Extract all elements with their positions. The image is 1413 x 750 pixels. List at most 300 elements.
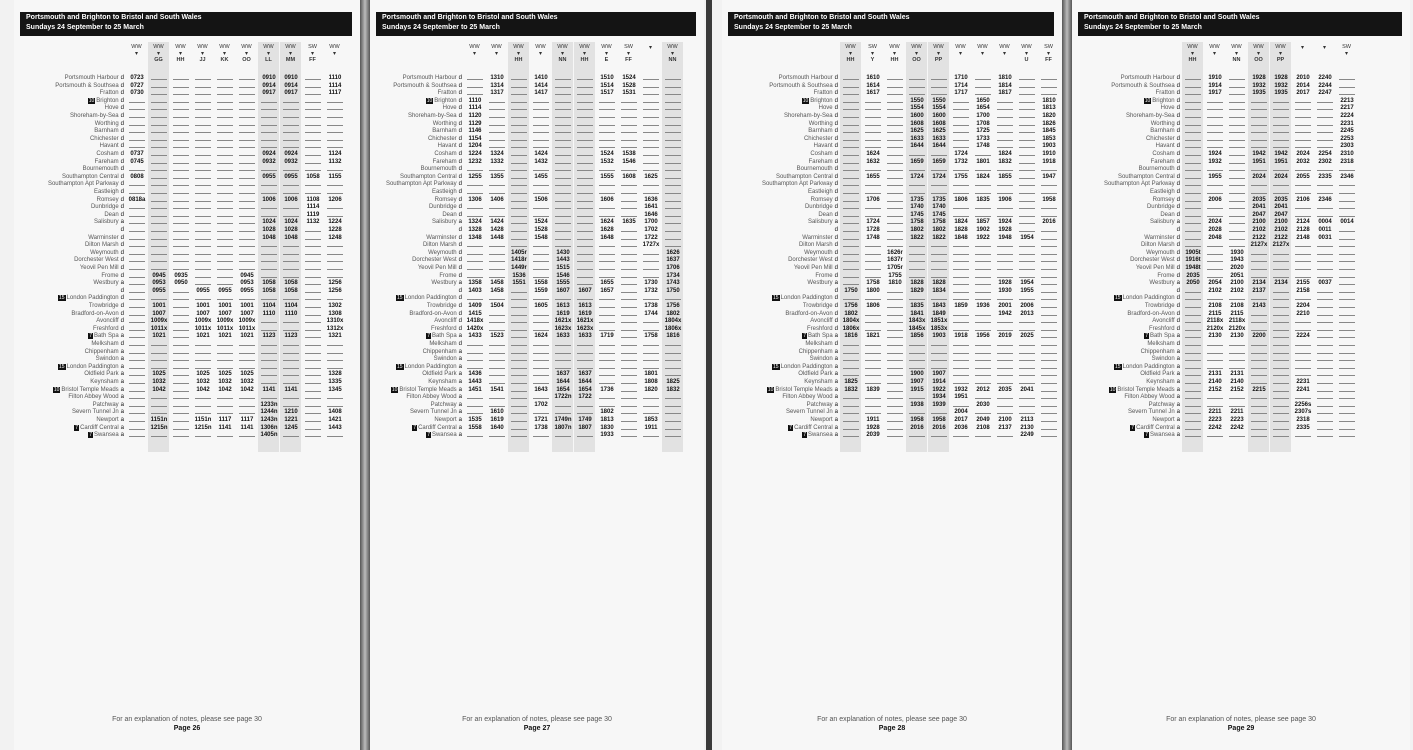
no-service-dash (1273, 170, 1289, 171)
no-service-dash (195, 170, 211, 171)
interchange-icon: 7 (789, 424, 793, 431)
no-service-dash (931, 269, 947, 270)
station-name: Dorchester West (1130, 257, 1175, 264)
no-service-dash (217, 246, 233, 247)
footer-note: For an explanation of notes, please see page 30 (817, 716, 967, 723)
no-service-dash (975, 368, 991, 369)
time-cell: 1624 (600, 219, 614, 226)
no-service-dash (621, 185, 637, 186)
time-cell: 1802 (666, 310, 680, 317)
no-service-dash (489, 109, 505, 110)
no-service-dash (283, 246, 299, 247)
no-service-dash (577, 163, 593, 164)
no-service-dash (865, 102, 881, 103)
station-row (88, 432, 124, 438)
time-cell: 1650 (976, 97, 990, 104)
time-cell: 0924 (262, 151, 276, 157)
no-service-dash (511, 155, 527, 156)
no-service-dash (665, 223, 681, 224)
time-cell: 1646 (644, 211, 658, 218)
station-row (422, 371, 462, 377)
time-cell: 1804x (842, 318, 860, 325)
no-service-dash (1019, 398, 1035, 399)
no-service-dash (843, 421, 859, 422)
no-service-dash (997, 322, 1013, 323)
no-service-dash (261, 353, 277, 354)
arrive-depart-flag: d (1176, 75, 1180, 81)
arrive-depart-flag: a (1176, 219, 1180, 226)
no-service-dash (621, 353, 637, 354)
time-cell: 1042 (152, 386, 166, 393)
no-service-dash (1339, 429, 1355, 430)
station-name: Cardiff Central (418, 424, 457, 431)
arrive-depart-flag: d (120, 234, 124, 241)
no-service-dash (621, 261, 637, 262)
station-name: Warminster (88, 234, 119, 241)
no-service-dash (533, 140, 549, 141)
no-service-dash (261, 269, 277, 270)
no-service-dash (887, 109, 903, 110)
station-row (1146, 379, 1180, 385)
note-code: HH (176, 57, 185, 63)
station-row (426, 333, 462, 339)
station-row (1152, 318, 1180, 324)
no-service-dash (1273, 330, 1289, 331)
station-row (88, 98, 124, 104)
time-cell: 1224 (328, 219, 342, 226)
arrive-depart-flag: d (120, 196, 124, 203)
time-cell: 1954 (1020, 280, 1034, 287)
arrive-depart-flag: d (120, 325, 124, 332)
station-name: Bournemouth (1138, 166, 1175, 173)
no-service-dash (1185, 79, 1201, 80)
no-service-dash (533, 375, 549, 376)
no-service-dash (953, 125, 969, 126)
station-row (442, 212, 462, 218)
no-service-dash (555, 246, 571, 247)
no-service-dash (217, 254, 233, 255)
no-service-dash (1185, 322, 1201, 323)
time-cell: 1541 (490, 386, 504, 393)
no-service-dash (887, 246, 903, 247)
no-service-dash (621, 201, 637, 202)
no-service-dash (173, 429, 189, 430)
no-service-dash (1251, 360, 1267, 361)
arrive-depart-flag: d (834, 295, 838, 302)
station-row (804, 379, 838, 385)
station-name: Brighton (810, 97, 833, 104)
station-name: Brighton (434, 97, 457, 104)
station-name: Chichester (803, 135, 833, 142)
time-cell: 1911 (644, 424, 658, 431)
arrive-depart-flag: a (834, 363, 838, 370)
interchange-icon: 7 (1145, 333, 1148, 340)
time-cell: 1345 (328, 386, 342, 393)
arrive-depart-flag: d (458, 227, 462, 233)
time-cell: 1605 (534, 303, 548, 309)
no-service-dash (239, 185, 255, 186)
note-code: FF (625, 57, 632, 63)
station-row (93, 326, 124, 332)
no-service-dash (887, 147, 903, 148)
station-row (814, 90, 838, 96)
no-service-dash (129, 292, 145, 293)
no-service-dash (1295, 375, 1311, 376)
arrive-depart-flag: a (120, 348, 124, 355)
no-service-dash (621, 102, 637, 103)
time-cell: 1644 (578, 379, 592, 385)
arrive-depart-flag: a (1176, 417, 1180, 423)
time-cell: 1659 (932, 158, 946, 165)
time-cell: 1802 (600, 409, 614, 416)
no-service-dash (173, 360, 189, 361)
arrive-depart-flag: d (834, 257, 838, 264)
time-cell: 0953 (152, 280, 166, 287)
no-service-dash (843, 185, 859, 186)
interchange-icon: 7 (413, 424, 417, 431)
no-service-dash (1019, 360, 1035, 361)
time-cell: 1748 (976, 143, 990, 150)
no-service-dash (643, 102, 659, 103)
station-row (776, 174, 838, 180)
no-service-dash (865, 193, 881, 194)
no-service-dash (1317, 117, 1333, 118)
time-cell: 1607 (578, 287, 592, 294)
time-cell: 1835 (976, 196, 990, 203)
no-service-dash (1317, 429, 1333, 430)
station-name: Chippenham (422, 348, 457, 355)
no-service-dash (305, 125, 321, 126)
no-service-dash (599, 360, 615, 361)
no-service-dash (599, 322, 615, 323)
operator: WW (241, 44, 252, 50)
operator-code (508, 44, 529, 63)
no-service-dash (467, 413, 483, 414)
no-service-dash (953, 102, 969, 103)
no-service-dash (975, 185, 991, 186)
no-service-dash (1207, 269, 1223, 270)
interchange-icon: 10 (1109, 386, 1116, 393)
no-service-dash (953, 193, 969, 194)
station-name: Freshford (430, 325, 457, 332)
arrive-depart-flag: d (1176, 204, 1180, 211)
no-service-dash (843, 246, 859, 247)
arrive-depart-flag: d (458, 325, 462, 332)
time-cell: 1548 (534, 234, 548, 241)
time-cell: 1025 (152, 371, 166, 378)
no-service-dash (1185, 406, 1201, 407)
no-service-dash (1229, 208, 1245, 209)
no-service-dash (511, 421, 527, 422)
time-cell: 2127x (1272, 242, 1290, 249)
no-service-dash (1273, 345, 1289, 346)
time-cell: 1117 (328, 90, 342, 97)
time-cell: 1807 (578, 424, 592, 431)
no-service-dash (239, 94, 255, 95)
no-service-dash (843, 284, 859, 285)
station-row (767, 387, 838, 393)
no-service-dash (327, 125, 343, 126)
time-cell: 1428 (490, 227, 504, 233)
no-service-dash (1019, 132, 1035, 133)
operator: WW (845, 44, 856, 50)
time-cell: 1028 (262, 227, 276, 233)
no-service-dash (621, 170, 637, 171)
no-service-dash (887, 391, 903, 392)
time-cell: 1932 (1252, 82, 1266, 89)
no-service-dash (533, 109, 549, 110)
no-service-dash (1251, 125, 1267, 126)
station-row (70, 113, 124, 119)
no-service-dash (327, 147, 343, 148)
no-service-dash (327, 193, 343, 194)
no-service-dash (665, 201, 681, 202)
no-service-dash (511, 125, 527, 126)
note-code: PP (934, 57, 943, 63)
no-service-dash (577, 216, 593, 217)
time-cell: 1857 (976, 219, 990, 226)
page-number: Page 28 (878, 725, 906, 732)
arrive-depart-flag: d (834, 151, 838, 157)
arrive-depart-flag: a (1176, 356, 1180, 363)
station-row (435, 197, 462, 203)
arrive-depart-flag: d (458, 287, 462, 294)
time-cell: 1108 (306, 196, 320, 203)
no-service-dash (1207, 117, 1223, 118)
interchange-icon: 15 (59, 363, 65, 370)
station-row (105, 105, 124, 111)
no-service-dash (1019, 413, 1035, 414)
time-cell: 1308 (328, 310, 342, 317)
no-service-dash (305, 170, 321, 171)
station-name: Romsey (96, 196, 119, 203)
time-cell: 1849 (932, 310, 946, 317)
no-service-dash (1317, 109, 1333, 110)
time-cell: 1932 (1274, 82, 1288, 89)
arrive-depart-flag: d (834, 272, 838, 279)
no-service-dash (665, 117, 681, 118)
train-icon: ▾ (958, 51, 962, 57)
arrive-depart-flag: a (834, 348, 838, 355)
time-cell: 1009x (150, 318, 168, 325)
station-name: Southampton Apt Parkway (761, 181, 833, 188)
station-row (90, 250, 124, 256)
no-service-dash (261, 109, 277, 110)
no-service-dash (843, 117, 859, 118)
no-service-dash (1185, 421, 1201, 422)
no-service-dash (665, 406, 681, 407)
time-cell: 2120x (1228, 325, 1246, 332)
arrive-depart-flag: a (1176, 348, 1180, 355)
no-service-dash (195, 353, 211, 354)
no-service-dash (931, 360, 947, 361)
no-service-dash (577, 147, 593, 148)
no-service-dash (1019, 79, 1035, 80)
time-cell: 0745 (130, 158, 144, 165)
train-icon: ▾ (1234, 51, 1238, 57)
time-cell: 1430 (556, 249, 570, 256)
station-row (96, 151, 124, 157)
no-service-dash (195, 299, 211, 300)
no-service-dash (1041, 307, 1057, 308)
time-cell: 2108 (1230, 303, 1244, 309)
arrive-depart-flag: d (834, 128, 838, 135)
no-service-dash (217, 117, 233, 118)
time-cell: 1506 (534, 196, 548, 203)
no-service-dash (577, 140, 593, 141)
station-row (1175, 227, 1180, 233)
station-row (1157, 273, 1180, 279)
no-service-dash (489, 406, 505, 407)
no-service-dash (577, 284, 593, 285)
no-service-dash (173, 94, 189, 95)
page-number: Page 29 (1227, 725, 1255, 732)
station-name: Oldfield Park (1140, 371, 1175, 378)
no-service-dash (489, 330, 505, 331)
no-service-dash (173, 185, 189, 186)
station-name: Patchway (1148, 401, 1175, 408)
no-service-dash (261, 398, 277, 399)
operator-code (994, 44, 1015, 57)
station-row (85, 349, 124, 355)
no-service-dash (1339, 254, 1355, 255)
time-cell: 1600 (910, 113, 924, 119)
no-service-dash (305, 413, 321, 414)
time-cell: 1312x (326, 325, 344, 332)
no-service-dash (239, 216, 255, 217)
no-service-dash (283, 185, 299, 186)
time-cell: 1948t (1185, 265, 1201, 271)
no-service-dash (1251, 421, 1267, 422)
no-service-dash (283, 345, 299, 346)
station-row (1136, 265, 1180, 271)
no-service-dash (1207, 170, 1223, 171)
arrive-depart-flag: d (458, 318, 462, 325)
no-service-dash (1317, 368, 1333, 369)
no-service-dash (327, 117, 343, 118)
no-service-dash (327, 345, 343, 346)
station-row (1152, 417, 1180, 423)
time-cell: 1546 (622, 158, 636, 165)
no-service-dash (195, 360, 211, 361)
arrive-depart-flag: d (1176, 143, 1180, 150)
no-service-dash (511, 383, 527, 384)
operator: WW (889, 44, 900, 50)
no-service-dash (173, 223, 189, 224)
time-cell: 2047 (1252, 211, 1266, 218)
no-service-dash (283, 330, 299, 331)
arrive-depart-flag: d (120, 310, 124, 317)
no-service-dash (1207, 193, 1223, 194)
no-service-dash (283, 102, 299, 103)
time-cell: 2244 (1318, 82, 1332, 89)
train-icon: ▾ (670, 51, 674, 57)
arrive-depart-flag: d (834, 143, 838, 150)
no-service-dash (1041, 170, 1057, 171)
interchange-icon: 10 (1144, 97, 1151, 104)
station-row (1150, 219, 1180, 225)
station-row (805, 204, 838, 210)
time-cell: 1117 (240, 417, 254, 423)
no-service-dash (195, 277, 211, 278)
no-service-dash (1251, 277, 1267, 278)
arrive-depart-flag: d (834, 227, 838, 233)
station-name: Dilton Marsh (798, 242, 833, 249)
train-icon: ▾ (648, 45, 652, 51)
time-cell: 1817 (998, 90, 1012, 97)
no-service-dash (151, 155, 167, 156)
station-row (1146, 250, 1180, 256)
no-service-dash (865, 185, 881, 186)
no-service-dash (305, 147, 321, 148)
no-service-dash (577, 155, 593, 156)
no-service-dash (511, 117, 527, 118)
no-service-dash (327, 140, 343, 141)
arrive-depart-flag: d (458, 105, 462, 112)
station-name: Westbury (1149, 280, 1175, 287)
time-cell: 1902 (976, 227, 990, 233)
no-service-dash (173, 155, 189, 156)
no-service-dash (489, 185, 505, 186)
train-icon: ▾ (288, 51, 292, 57)
operator-code (640, 44, 661, 51)
arrive-depart-flag: d (834, 287, 838, 294)
no-service-dash (173, 299, 189, 300)
arrive-depart-flag: a (120, 432, 124, 439)
no-service-dash (1207, 246, 1223, 247)
station-name: Swansea (431, 432, 457, 439)
time-cell: 1123 (262, 333, 276, 340)
time-cell: 1932 (1208, 158, 1222, 165)
no-service-dash (1229, 155, 1245, 156)
station-name: Fareham (432, 158, 457, 165)
no-service-dash (239, 79, 255, 80)
no-service-dash (865, 368, 881, 369)
arrive-depart-flag: d (1176, 128, 1180, 135)
no-service-dash (129, 360, 145, 361)
no-service-dash (975, 353, 991, 354)
no-service-dash (1019, 299, 1035, 300)
time-cell: 1024 (262, 219, 276, 226)
arrive-depart-flag: a (1176, 424, 1180, 431)
no-service-dash (909, 299, 925, 300)
time-cell: 1424 (534, 151, 548, 157)
no-service-dash (239, 109, 255, 110)
operator-code (280, 44, 301, 63)
no-service-dash (1019, 163, 1035, 164)
no-service-dash (843, 254, 859, 255)
no-service-dash (1295, 216, 1311, 217)
time-cell: 1659 (910, 158, 924, 165)
station-row (833, 288, 838, 294)
no-service-dash (555, 216, 571, 217)
operator: WW (263, 44, 274, 50)
no-service-dash (643, 299, 659, 300)
no-service-dash (489, 117, 505, 118)
arrive-depart-flag: a (458, 409, 462, 416)
station-name: Portsmouth & Southsea (1111, 82, 1175, 89)
time-cell: 1845x (908, 325, 926, 332)
no-service-dash (577, 87, 593, 88)
time-cell: 2122 (1252, 234, 1266, 241)
no-service-dash (283, 117, 299, 118)
no-service-dash (865, 132, 881, 133)
interchange-icon: 7 (803, 432, 806, 439)
no-service-dash (621, 125, 637, 126)
time-cell: 1722 (644, 234, 658, 241)
arrive-depart-flag: d (834, 341, 838, 347)
no-service-dash (665, 368, 681, 369)
